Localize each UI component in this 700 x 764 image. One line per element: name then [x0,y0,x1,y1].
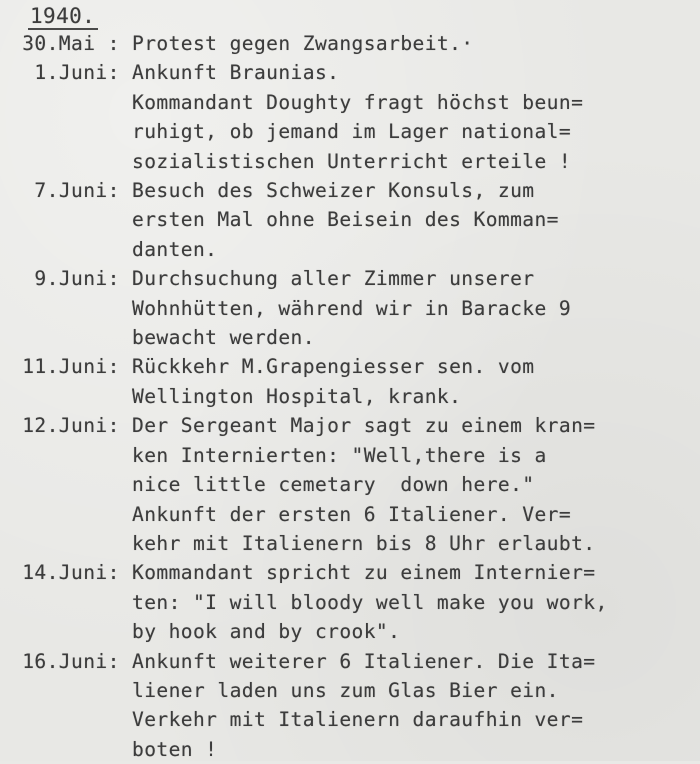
entry-text-line: ten: "I will bloody well make you work, [132,590,608,614]
entry-text-line: by hook and by crook". [132,620,401,644]
diary-entries [0,29,700,764]
entry-text [132,29,700,58]
entry-text-line: Besuch des Schweizer Konsuls, zum [132,179,535,203]
entry-text-line: liener laden uns zum Glas Bier ein. [132,678,559,702]
entry-text [132,264,700,352]
entry-text-line: Wohnhütten, während wir in Baracke 9 [132,296,572,320]
entry-text-line: bewacht werden. [132,326,315,350]
entry-text-line: danten. [132,237,218,261]
entry-text [132,352,700,411]
entry-text-line: boten ! [132,737,218,761]
entry-text-line: Ankunft der ersten 6 Italiener. Ver= [132,502,572,526]
entry-text-line: Ankunft Braunias. [132,61,340,85]
entry-date: 9.Juni: [34,267,132,291]
diary-entry [0,647,700,764]
entry-text-line: kehr mit Italienern bis 8 Uhr erlaubt. [132,531,596,555]
entry-text [132,411,700,558]
entry-text-line: ruhigt, ob jemand im Lager national= [132,120,572,144]
entry-text-line: Durchsuchung aller Zimmer unserer [132,267,535,291]
entry-text [132,647,700,764]
diary-entry [0,58,700,176]
entry-date: 30.Mai : [22,32,132,55]
entry-text-line: Protest gegen Zwangsarbeit.· [132,32,474,55]
entry-date: 7.Juni: [34,179,132,203]
diary-entry [0,176,700,264]
entry-text-line: Ankunft weiterer 6 Italiener. Die Ita= [132,649,596,673]
entry-date: 12.Juni: [22,414,132,438]
entry-date: 16.Juni: [22,649,132,673]
entry-text-line: Kommandant Doughty fragt höchst beun= [132,90,584,114]
entry-text-line: Wellington Hospital, krank. [132,384,462,408]
diary-entry [0,558,700,646]
entry-text [132,558,700,646]
entry-text [132,58,700,176]
entry-text-line: ersten Mal ohne Beisein des Komman= [132,208,559,232]
diary-entry [0,264,700,352]
entry-text-line: ken Internierten: "Well,there is a [132,443,547,467]
diary-entry [0,411,700,558]
diary-entry [0,352,700,411]
entry-text-line: Rückkehr M.Grapengiesser sen. vom [132,355,535,379]
entry-text-line: Verkehr mit Italienern daraufhin ver= [132,708,584,732]
entry-text-line: sozialistischen Unterricht erteile ! [132,149,572,173]
entry-date: 1.Juni: [34,61,132,85]
entry-text-line: nice little cemetary down here." [132,473,535,497]
entry-text-line: Kommandant spricht zu einem Internier= [132,561,596,585]
year-heading: 1940. [30,4,96,28]
entry-text [132,176,700,264]
diary-entry [0,29,700,58]
entry-date: 14.Juni: [22,561,132,585]
entry-text-line: Der Sergeant Major sagt zu einem kran= [132,414,596,438]
entry-date: 11.Juni: [22,355,132,379]
